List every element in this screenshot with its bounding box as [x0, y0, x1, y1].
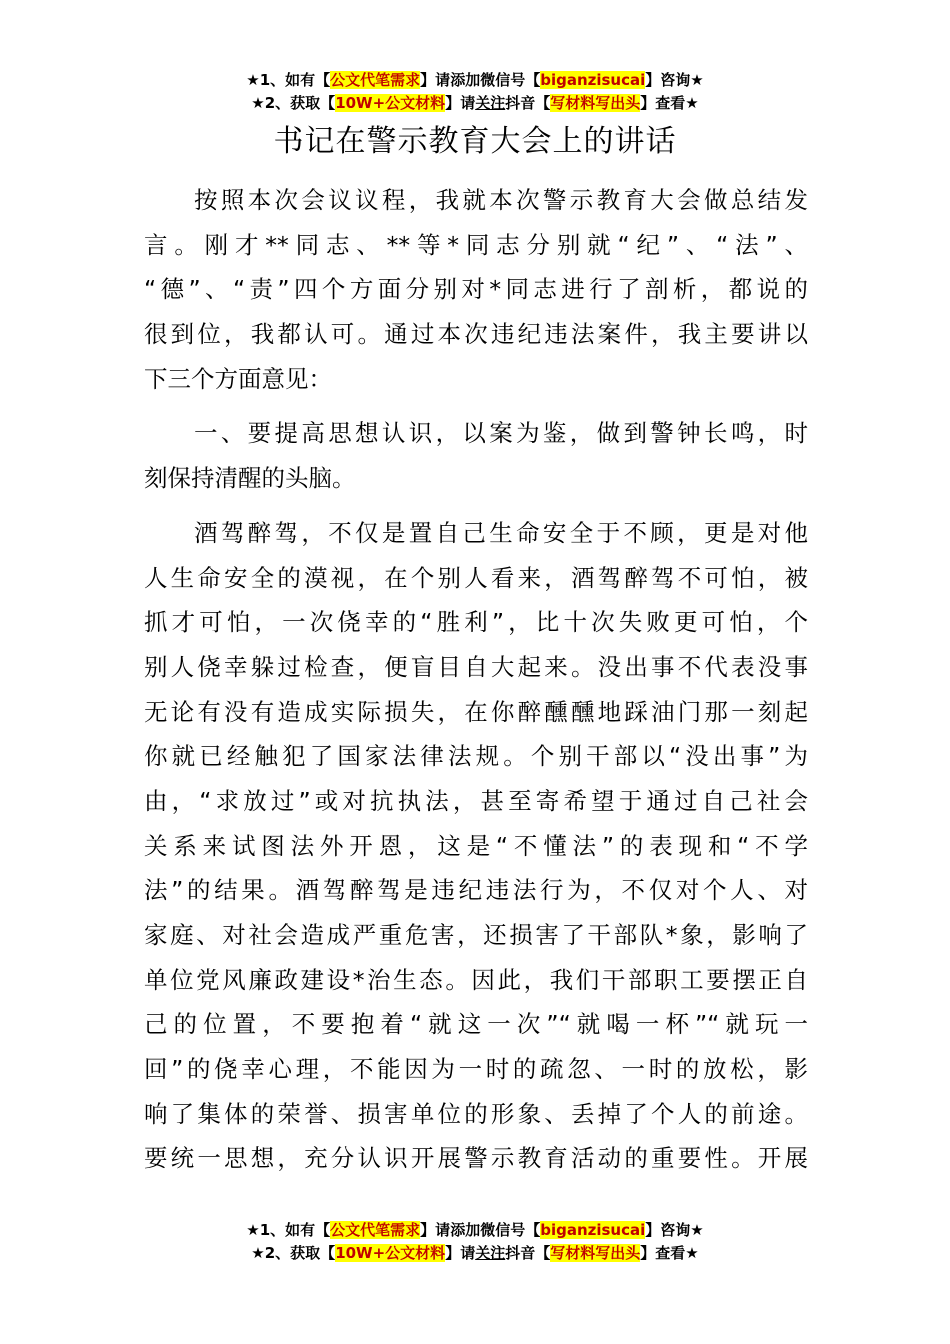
text-line: 由，“求放过”或对抗执法，甚至寄希望于通过自己社会 — [144, 786, 808, 815]
header-banner-line-2 — [0, 92, 950, 115]
banner-text: 】请 — [420, 71, 451, 89]
banner-text: 】查看★ — [640, 94, 699, 112]
text-line: 无论有没有造成实际损失，在你醉醺醺地踩油门那一刻起 — [144, 697, 808, 726]
banner-text: 】请 — [445, 94, 476, 112]
banner-highlight: 公文代笔需求 — [330, 1221, 421, 1239]
text-line: 单位党风廉政建设*治生态。因此，我们干部职工要摆正自 — [144, 965, 808, 994]
text-line: 别人侥幸躲过检查，便盲目自大起来。没出事不代表没事 — [144, 652, 808, 681]
banner-text: 】咨询★ — [645, 1221, 704, 1239]
banner-text: ★1、如有【 — [246, 71, 331, 89]
text-line: 人生命安全的漠视，在个别人看来，酒驾醉驾不可怕，被 — [144, 563, 808, 592]
footer-banner-line-2 — [0, 1242, 950, 1265]
document-body — [144, 178, 808, 1181]
text-line: 响了集体的荣誉、损害单位的形象、丢掉了个人的前途。 — [144, 1099, 808, 1128]
text-line: 下三个方面意见： — [144, 364, 332, 393]
text-line: “德”、“责”四个方面分别对*同志进行了剖析，都说的 — [144, 275, 808, 304]
banner-douyin-name: 写材料写出头 — [550, 1244, 641, 1262]
banner-text: ★2、获取【 — [251, 1244, 336, 1262]
banner-text: 抖音【 — [505, 1244, 551, 1262]
text-line: 一、要提高思想认识，以案为鉴，做到警钟长鸣，时 — [194, 419, 808, 448]
banner-emphasis: 添加 — [450, 1221, 481, 1239]
banner-text: 】请 — [445, 1244, 476, 1262]
banner-underlined: 关注 — [475, 94, 506, 112]
banner-underlined: 关注 — [475, 1244, 506, 1262]
document-title: 书记在警示教育大会上的讲话 — [273, 124, 677, 159]
text-line: 言。刚才**同志、**等*同志分别就“纪”、“法”、 — [144, 230, 808, 259]
banner-text: 】请 — [420, 1221, 451, 1239]
banner-douyin-name: 写材料写出头 — [550, 94, 641, 112]
banner-wechat-id: biganzisucai — [540, 71, 646, 89]
banner-text: 】查看★ — [640, 1244, 699, 1262]
banner-text: ★2、获取【 — [251, 94, 336, 112]
banner-highlight: 10W+公文材料 — [335, 94, 446, 112]
text-line: 刻保持清醒的头脑。 — [144, 464, 356, 493]
footer-banner-line-1 — [0, 1219, 950, 1242]
banner-emphasis: 添加 — [450, 71, 481, 89]
text-line: 关系来试图法外开恩，这是“不懂法”的表现和“不学 — [144, 831, 808, 860]
text-line: 很到位，我都认可。通过本次违纪违法案件，我主要讲以 — [144, 320, 808, 349]
paragraph-1 — [144, 178, 808, 401]
paragraph-3 — [144, 511, 808, 1181]
text-line: 酒驾醉驾，不仅是置自己生命安全于不顾，更是对他 — [194, 518, 808, 547]
header-banner — [0, 69, 950, 115]
text-line: 法”的结果。酒驾醉驾是违纪违法行为，不仅对个人、对 — [144, 876, 808, 905]
text-line: 回”的侥幸心理，不能因为一时的疏忽、一时的放松，影 — [144, 1055, 808, 1084]
banner-highlight: 公文代笔需求 — [330, 71, 421, 89]
banner-text: 抖音【 — [505, 94, 551, 112]
footer-banner — [0, 1219, 950, 1265]
banner-text: 微信号【 — [480, 71, 541, 89]
text-line: 按照本次会议议程，我就本次警示教育大会做总结发 — [194, 186, 808, 214]
banner-text: ★1、如有【 — [246, 1221, 331, 1239]
text-line: 抓才可怕，一次侥幸的“胜利”，比十次失败更可怕，个 — [144, 608, 808, 637]
banner-text: 微信号【 — [480, 1221, 541, 1239]
text-line: 己的位置，不要抱着“就这一次”“就喝一杯”“就玩一 — [144, 1010, 808, 1039]
banner-text: 】咨询★ — [645, 71, 704, 89]
text-line: 你就已经触犯了国家法律法规。个别干部以“没出事”为 — [144, 742, 808, 771]
banner-highlight: 10W+公文材料 — [335, 1244, 446, 1262]
text-line: 要统一思想，充分认识开展警示教育活动的重要性。开展 — [144, 1144, 808, 1173]
header-banner-line-1 — [0, 69, 950, 92]
text-line: 家庭、对社会造成严重危害，还损害了干部队*象，影响了 — [144, 921, 808, 949]
paragraph-2-heading — [144, 411, 808, 500]
banner-wechat-id: biganzisucai — [540, 1221, 646, 1239]
